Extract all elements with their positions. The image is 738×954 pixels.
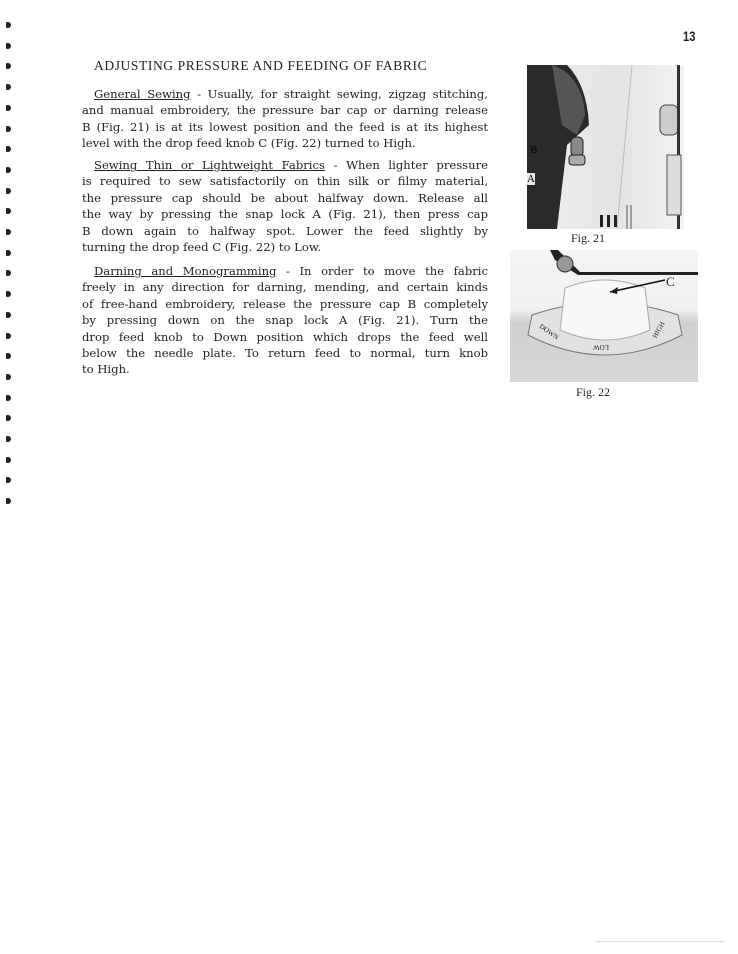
label-c: C bbox=[666, 274, 675, 289]
binder-hole bbox=[6, 208, 11, 214]
binder-hole bbox=[6, 291, 11, 297]
binder-hole bbox=[6, 84, 11, 90]
section-heading: Sewing Thin or Lightweight Fabrics bbox=[94, 158, 325, 172]
binder-hole bbox=[6, 498, 11, 504]
page-number: 13 bbox=[683, 28, 696, 44]
binder-hole bbox=[6, 126, 11, 132]
binder-hole bbox=[6, 415, 11, 421]
paragraph-thin-fabrics: Sewing Thin or Lightweight Fabrics - When lighter pressure is required to sew satisfactorily on thin silk or filmy material, the pressure cap should be about halfway down. Release all the way by pressing the snap lock A (Fig. 21), then press cap B down again to halfway spot. Lower the feed slightly by turning the drop feed C (Fig. 22) to Low. bbox=[82, 158, 488, 254]
section-heading: Darning and Monogramming bbox=[94, 264, 277, 278]
dial-high: HIGH bbox=[650, 320, 667, 340]
sewing-machine-photo bbox=[527, 65, 684, 229]
paragraph-darning: Darning and Monogramming - In order to move the fabric freely in any direction for darning, mending, and certain kinds of free-hand embroidery, release the pressure cap B completely by pressing down on the snap lock A (Fig. 21). Turn the drop feed knob to Down position which drops the feed well below the needle plate. To return feed to normal, turn knob to High. bbox=[82, 264, 488, 377]
binder-hole bbox=[6, 395, 11, 401]
binder-hole bbox=[6, 229, 11, 235]
drop-feed-knob-photo bbox=[510, 250, 698, 382]
paragraph-general-sewing: General Sewing - Usually, for straight sewing, zigzag stitching, and manual embroidery, the pressure bar cap or darning release B (Fig. 21) is at its lowest position and the feed is at its highest level with the drop feed knob C (Fig. 22) turned to High. bbox=[82, 87, 488, 151]
binder-hole bbox=[6, 353, 11, 359]
binder-hole bbox=[6, 312, 11, 318]
figure-21-caption: Fig. 21 bbox=[571, 231, 606, 245]
label-b: B bbox=[530, 144, 538, 156]
binder-hole bbox=[6, 250, 11, 256]
section-heading: General Sewing bbox=[94, 87, 191, 101]
dial-low: LOW bbox=[593, 343, 609, 351]
binder-hole bbox=[6, 374, 11, 380]
binder-hole bbox=[6, 477, 11, 483]
binder-hole bbox=[6, 146, 11, 152]
binder-hole bbox=[6, 105, 11, 111]
binder-hole bbox=[6, 333, 11, 339]
figure-22-caption: Fig. 22 bbox=[576, 385, 611, 399]
label-a: A bbox=[527, 173, 535, 185]
binder-hole bbox=[6, 43, 11, 49]
binder-hole bbox=[6, 436, 11, 442]
dial-down: DOWN bbox=[537, 322, 561, 342]
figure-21-photo bbox=[527, 65, 684, 229]
binder-hole bbox=[6, 63, 11, 69]
binder-hole bbox=[6, 270, 11, 276]
scan-edge-line bbox=[595, 941, 725, 942]
page-title: ADJUSTING PRESSURE AND FEEDING OF FABRIC bbox=[94, 58, 428, 73]
binder-hole bbox=[6, 188, 11, 194]
binder-hole bbox=[6, 167, 11, 173]
binder-hole bbox=[6, 457, 11, 463]
figure-22-photo bbox=[510, 250, 698, 382]
binder-hole bbox=[6, 22, 11, 28]
